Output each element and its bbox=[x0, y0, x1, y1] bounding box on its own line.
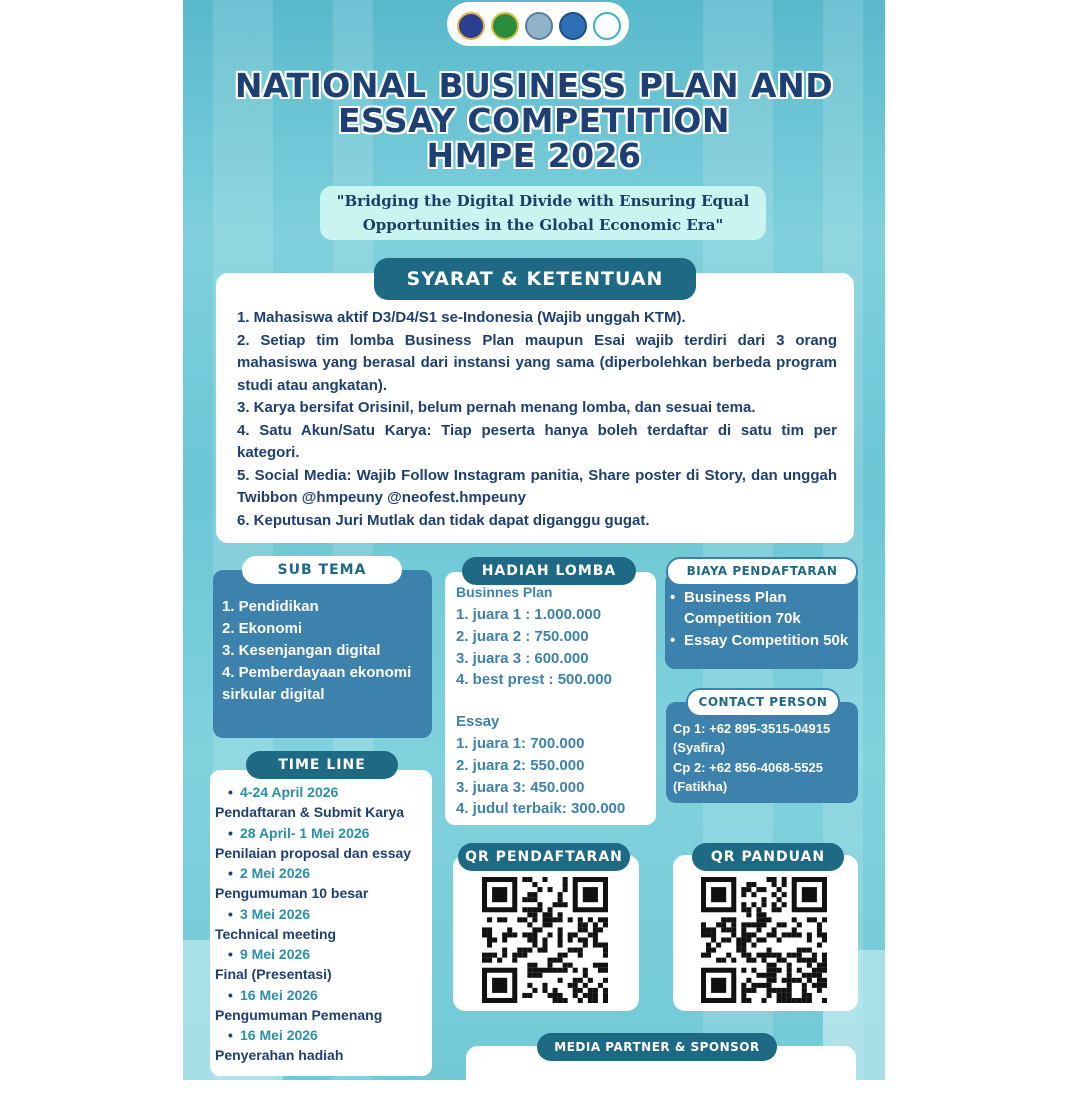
timeline-date: 3 Mei 2026 bbox=[240, 905, 311, 922]
fee-item: Essay Competition 50k bbox=[684, 632, 849, 649]
sub-tema-item: 1. Pendidikan bbox=[222, 598, 319, 615]
prize-bp-item: 2. juara 2 : 750.000 bbox=[456, 628, 589, 645]
qr-pattern bbox=[701, 877, 827, 1003]
qr-pendaftaran-heading: QR PENDAFTARAN bbox=[458, 843, 630, 871]
timeline-desc: Pengumuman 10 besar bbox=[215, 885, 369, 901]
hmpe-logo bbox=[559, 12, 587, 40]
timeline-desc: Pengumuman Pemenang bbox=[215, 1006, 383, 1023]
rule-item: 6. Keputusan Juri Mutlak dan tidak dapat diganggu gugat. bbox=[237, 511, 650, 529]
theme-line-2: Opportunities in the Global Economic Era" bbox=[362, 216, 724, 234]
sub-tema-item: 3. Kesenjangan digital bbox=[222, 642, 381, 659]
prize-bp-title: Businnes Plan bbox=[456, 584, 553, 600]
prize-essay-title: Essay bbox=[456, 713, 500, 730]
prize-essay-item: 4. judul terbaik: 300.000 bbox=[456, 800, 626, 817]
timeline-date: 16 Mei 2026 bbox=[240, 1027, 318, 1043]
prize-essay-item: 2. juara 2: 550.000 bbox=[456, 757, 585, 774]
timeline-bullet-icon: • bbox=[228, 824, 233, 841]
title-line-3: HMPE 2026 bbox=[426, 136, 642, 175]
timeline-date: 4-24 April 2026 bbox=[240, 784, 339, 800]
contact-line: Cp 1: +62 895-3515-04915 bbox=[673, 721, 831, 736]
prize-essay-item: 1. juara 1: 700.000 bbox=[456, 735, 585, 752]
contact-line: Cp 2: +62 856-4068-5525 bbox=[673, 760, 823, 775]
timeline-date: 28 April- 1 Mei 2026 bbox=[240, 824, 370, 841]
timeline-date: 9 Mei 2026 bbox=[240, 946, 311, 962]
ministry-logo bbox=[491, 12, 519, 40]
timeline-desc: Final (Presentasi) bbox=[215, 966, 332, 982]
timeline-desc: Technical meeting bbox=[215, 925, 337, 942]
event-logo bbox=[593, 12, 621, 40]
fee-bullet-icon: • bbox=[670, 589, 676, 606]
theme-quote bbox=[320, 186, 766, 240]
qr-panduan-heading: QR PANDUAN bbox=[692, 843, 844, 871]
sub-tema-heading: SUB TEMA bbox=[242, 556, 402, 584]
organization-logo bbox=[525, 12, 553, 40]
timeline-desc: Penyerahan hadiah bbox=[215, 1047, 344, 1063]
timeline-bullet-icon: • bbox=[228, 1027, 233, 1043]
prize-heading: HADIAH LOMBA bbox=[462, 557, 636, 585]
prize-bp-item: 3. juara 3 : 600.000 bbox=[456, 650, 589, 667]
rule-item: 2. Setiap tim lomba Business Plan maupun Esai wajib terdiri dari 3 orang mahasiswa yang berasal dari instansi yang sama (diperbolehkan berbeda program studi atau angkatan). bbox=[237, 331, 837, 394]
sub-tema-item: 2. Ekonomi bbox=[222, 620, 303, 637]
rules-list bbox=[237, 307, 837, 532]
title-line-2: ESSAY COMPETITION bbox=[338, 101, 730, 140]
rules-heading: SYARAT & KETENTUAN bbox=[374, 258, 696, 300]
sub-tema-item: sirkular digital bbox=[222, 686, 325, 703]
timeline-date: 2 Mei 2026 bbox=[240, 865, 311, 881]
timeline-date: 16 Mei 2026 bbox=[240, 986, 318, 1003]
fee-bullet-icon: • bbox=[670, 632, 676, 649]
contact-line: (Syafira) bbox=[673, 740, 726, 755]
timeline-bullet-icon: • bbox=[228, 905, 233, 922]
prize-bp-item: 4. best prest : 500.000 bbox=[456, 671, 612, 688]
rule-item: 4. Satu Akun/Satu Karya: Tiap peserta hanya boleh terdaftar di satu tim per kategori. bbox=[237, 421, 837, 461]
media-partner-heading: MEDIA PARTNER & SPONSOR bbox=[537, 1033, 777, 1061]
rule-item: 5. Social Media: Wajib Follow Instagram panitia, Share poster di Story, dan unggah Twibbon @hmpeuny @neofest.hmpeuny bbox=[237, 466, 837, 506]
title-line-1: NATIONAL BUSINESS PLAN AND bbox=[234, 66, 834, 105]
timeline-heading: TIME LINE bbox=[246, 751, 398, 779]
contact-line: (Fatikha) bbox=[673, 779, 728, 794]
timeline-desc: Pendaftaran & Submit Karya bbox=[215, 804, 405, 820]
timeline-bullet-icon: • bbox=[228, 986, 233, 1003]
qr-pattern bbox=[482, 877, 608, 1003]
fee-heading: BIAYA PENDAFTARAN bbox=[666, 557, 858, 586]
prize-bp-item: 1. juara 1 : 1.000.000 bbox=[456, 606, 602, 623]
timeline-bullet-icon: • bbox=[228, 784, 233, 800]
fee-item: Competition 70k bbox=[684, 610, 801, 627]
rule-item: 3. Karya bersifat Orisinil, belum pernah menang lomba, dan sesuai tema. bbox=[237, 399, 756, 416]
contact-heading: CONTACT PERSON bbox=[686, 688, 840, 717]
timeline-bullet-icon: • bbox=[228, 946, 233, 962]
prize-essay-item: 3. juara 3: 450.000 bbox=[456, 779, 585, 796]
sub-tema-item: 4. Pemberdayaan ekonomi bbox=[222, 664, 412, 681]
university-logo bbox=[457, 12, 485, 40]
timeline-desc: Penilaian proposal dan essay bbox=[215, 844, 412, 861]
rule-item: 1. Mahasiswa aktif D3/D4/S1 se-Indonesia (Wajib unggah KTM). bbox=[237, 309, 686, 326]
timeline-bullet-icon: • bbox=[228, 865, 233, 881]
qr-pendaftaran-code[interactable] bbox=[482, 877, 608, 1003]
fee-item: Business Plan bbox=[684, 589, 787, 606]
qr-panduan-code[interactable] bbox=[701, 877, 827, 1003]
logo-strip bbox=[447, 2, 629, 46]
theme-line-1: "Bridging the Digital Divide with Ensuring Equal bbox=[336, 192, 750, 210]
